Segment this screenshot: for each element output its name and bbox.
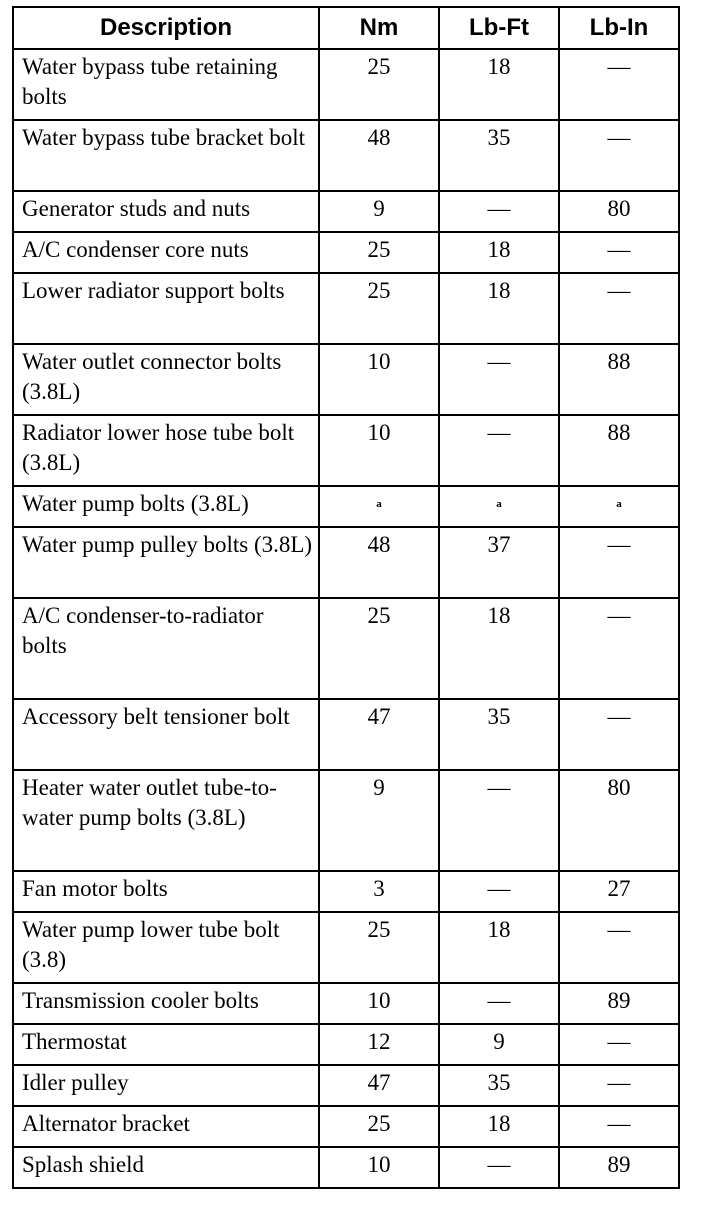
table-row [13,1065,679,1106]
lbft-cell: — [439,415,559,486]
footnote-marker: a [496,498,502,510]
lbft-cell: — [439,1147,559,1188]
lbin-cell: 80 [559,191,679,232]
description-cell: Water bypass tube bracket bolt [13,120,319,191]
lbin-cell: — [559,273,679,344]
lbin-cell: — [559,120,679,191]
nm-cell: 25 [319,1106,439,1147]
nm-cell: 10 [319,983,439,1024]
lbin-cell: — [559,912,679,983]
table-row [13,527,679,598]
header-description: Description [13,7,319,49]
table-row [13,983,679,1024]
description-cell: Water bypass tube retaining bolts [13,49,319,120]
description-cell: Idler pulley [13,1065,319,1106]
table-row [13,49,679,120]
table-row [13,486,679,527]
lbft-cell: 35 [439,120,559,191]
table-row [13,232,679,273]
description-cell: Water pump bolts (3.8L) [13,486,319,527]
table-row [13,344,679,415]
description-cell: Thermostat [13,1024,319,1065]
lbin-cell: 80 [559,770,679,871]
lbft-cell: 35 [439,1065,559,1106]
nm-cell: 25 [319,273,439,344]
nm-cell: 25 [319,49,439,120]
description-cell: Radiator lower hose tube bolt (3.8L) [13,415,319,486]
table-row [13,1147,679,1188]
description-cell: Splash shield [13,1147,319,1188]
lbft-cell: 18 [439,912,559,983]
table-row [13,191,679,232]
table-row [13,598,679,699]
nm-cell: 12 [319,1024,439,1065]
header-row [13,7,679,49]
description-cell: A/C condenser core nuts [13,232,319,273]
lbft-cell: 18 [439,232,559,273]
lbft-cell: 37 [439,527,559,598]
nm-cell: 3 [319,871,439,912]
description-cell: Accessory belt tensioner bolt [13,699,319,770]
description-cell: Transmission cooler bolts [13,983,319,1024]
table-row [13,770,679,871]
lbin-cell: — [559,232,679,273]
description-cell: Generator studs and nuts [13,191,319,232]
nm-cell: 47 [319,1065,439,1106]
description-cell: Alternator bracket [13,1106,319,1147]
nm-cell: 9 [319,191,439,232]
nm-cell: 10 [319,415,439,486]
footnote-marker: a [376,498,382,510]
nm-cell: 25 [319,912,439,983]
lbin-cell: — [559,699,679,770]
lbin-cell: — [559,527,679,598]
lbin-cell: 89 [559,983,679,1024]
lbft-cell: 18 [439,49,559,120]
lbin-cell: 89 [559,1147,679,1188]
torque-spec-table-container [12,6,678,1189]
lbin-cell: — [559,1065,679,1106]
table-row [13,912,679,983]
header-lbin: Lb-In [559,7,679,49]
description-cell: A/C condenser-to-radiator bolts [13,598,319,699]
lbft-cell: 18 [439,1106,559,1147]
description-cell: Water pump lower tube bolt (3.8) [13,912,319,983]
lbft-cell: 35 [439,699,559,770]
lbin-cell: — [559,1106,679,1147]
lbft-cell [439,486,559,527]
lbft-cell: — [439,191,559,232]
nm-cell: 25 [319,232,439,273]
lbin-cell: 27 [559,871,679,912]
nm-cell: 47 [319,699,439,770]
lbft-cell: — [439,871,559,912]
lbft-cell: 18 [439,598,559,699]
table-row [13,1024,679,1065]
lbft-cell: — [439,344,559,415]
footnote-marker: a [616,498,622,510]
table-row [13,1106,679,1147]
nm-cell: 25 [319,598,439,699]
lbft-cell: 18 [439,273,559,344]
table-row [13,415,679,486]
nm-cell: 10 [319,1147,439,1188]
table-row [13,120,679,191]
description-cell: Lower radiator support bolts [13,273,319,344]
lbin-cell: — [559,598,679,699]
table-row [13,699,679,770]
lbft-cell: — [439,983,559,1024]
header-nm: Nm [319,7,439,49]
nm-cell: 48 [319,527,439,598]
lbin-cell: — [559,1024,679,1065]
description-cell: Heater water outlet tube-to-water pump bolts (3.8L) [13,770,319,871]
lbft-cell: — [439,770,559,871]
table-row [13,871,679,912]
lbin-cell: 88 [559,344,679,415]
table-row [13,273,679,344]
description-cell: Water outlet connector bolts (3.8L) [13,344,319,415]
nm-cell: 48 [319,120,439,191]
description-cell: Fan motor bolts [13,871,319,912]
lbin-cell [559,486,679,527]
lbin-cell: 88 [559,415,679,486]
header-lbft: Lb-Ft [439,7,559,49]
torque-spec-table [12,6,680,1189]
lbin-cell: — [559,49,679,120]
nm-cell [319,486,439,527]
lbft-cell: 9 [439,1024,559,1065]
nm-cell: 10 [319,344,439,415]
description-cell: Water pump pulley bolts (3.8L) [13,527,319,598]
nm-cell: 9 [319,770,439,871]
